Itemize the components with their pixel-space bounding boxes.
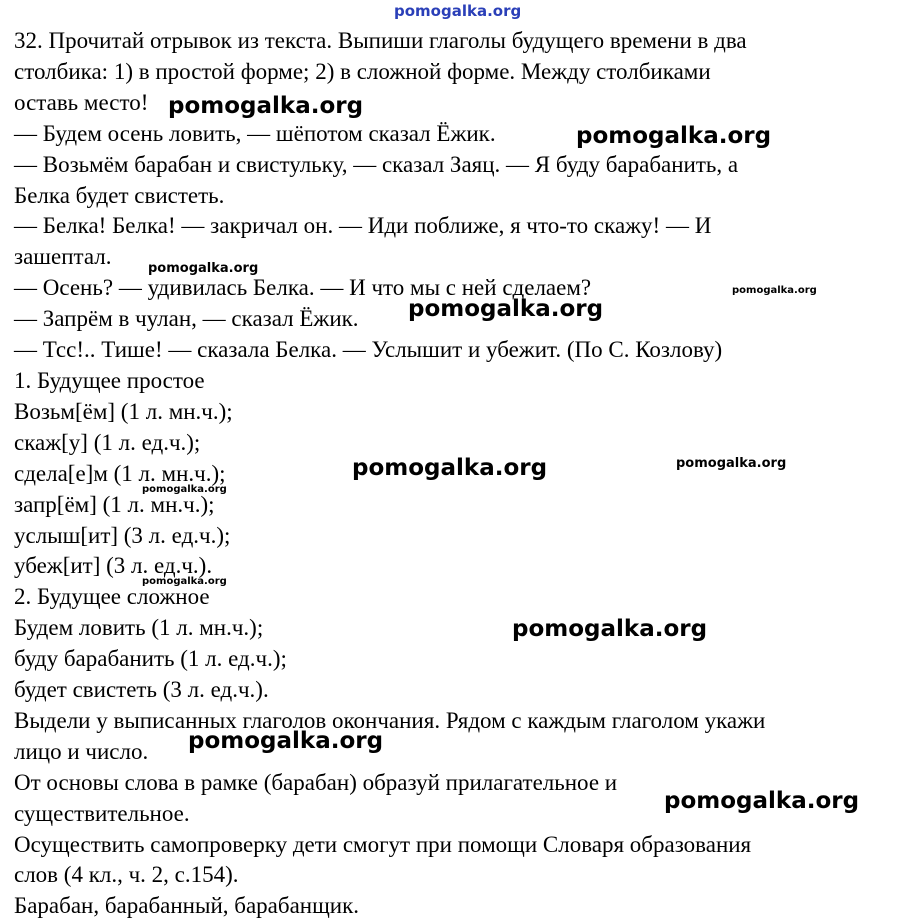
passage-line: зашептал. bbox=[14, 244, 112, 270]
task-line: столбика: 1) в простой форме; 2) в сложной форме. Между столбиками bbox=[14, 58, 711, 84]
instruction-line: От основы слова в рамке (барабан) образуй прилагательное и bbox=[14, 769, 618, 795]
instruction-line: существительное. bbox=[14, 800, 190, 826]
answer-line: скаж[у] (1 л. ед.ч.); bbox=[14, 429, 201, 455]
instruction-line: лицо и число. bbox=[14, 738, 149, 764]
watermark-text: pomogalka.org bbox=[512, 616, 708, 642]
watermark-text: pomogalka.org bbox=[142, 484, 227, 495]
answer-line: сдела[е]м (1 л. мн.ч.); bbox=[14, 460, 226, 486]
answer-line: будет свистеть (3 л. ед.ч.). bbox=[14, 677, 269, 703]
answer-line: Барабан, барабанный, барабанщик. bbox=[14, 893, 360, 919]
passage-line: — Возьмём барабан и свистульку, — сказал Заяц. — Я буду барабанить, а bbox=[14, 151, 739, 177]
task-line: оставь место! bbox=[14, 89, 149, 115]
watermark-text: pomogalka.org bbox=[676, 456, 787, 471]
header-watermark: pomogalka.org bbox=[394, 2, 522, 20]
passage-line: — Запрём в чулан, — сказал Ёжик. bbox=[14, 306, 359, 332]
section-heading-simple: 1. Будущее простое bbox=[14, 367, 205, 393]
watermark-text: pomogalka.org bbox=[352, 455, 548, 481]
section-heading-compound: 2. Будущее сложное bbox=[14, 584, 210, 610]
passage-line: — Осень? — удивилась Белка. — И что мы с ней сделаем? bbox=[14, 275, 592, 301]
passage-line: — Будем осень ловить, — шёпотом сказал Ёжик. bbox=[14, 120, 496, 146]
task-line: 32. Прочитай отрывок из текста. Выпиши глаголы будущего времени в два bbox=[14, 28, 747, 53]
answer-line: убеж[ит] (3 л. ед.ч.). bbox=[14, 553, 213, 579]
watermark-text: pomogalka.org bbox=[664, 788, 860, 814]
watermark-text: pomogalka.org bbox=[142, 576, 227, 587]
watermark-text: pomogalka.org bbox=[576, 123, 772, 149]
watermark-text: pomogalka.org bbox=[148, 261, 259, 276]
instruction-line: Осуществить самопроверку дети смогут при помощи Словаря образования bbox=[14, 831, 752, 857]
passage-line: — Тсс!.. Тише! — сказала Белка. — Услышит и убежит. (По С. Козлову) bbox=[14, 337, 723, 363]
answer-line: буду барабанить (1 л. ед.ч.); bbox=[14, 646, 287, 672]
instruction-line: Выдели у выписанных глаголов окончания. Рядом с каждым глаголом укажи bbox=[14, 707, 766, 733]
watermark-text: pomogalka.org bbox=[732, 285, 817, 296]
watermark-text: pomogalka.org bbox=[168, 93, 364, 119]
watermark-text: pomogalka.org bbox=[188, 728, 384, 754]
answer-line: услыш[ит] (3 л. ед.ч.); bbox=[14, 522, 231, 548]
answer-line: запр[ём] (1 л. мн.ч.); bbox=[14, 491, 215, 517]
watermark-text: pomogalka.org bbox=[408, 296, 604, 322]
instruction-line: слов (4 кл., ч. 2, с.154). bbox=[14, 862, 239, 888]
answer-line: Возьм[ём] (1 л. мн.ч.); bbox=[14, 398, 233, 424]
answer-line: Будем ловить (1 л. мн.ч.); bbox=[14, 615, 264, 641]
passage-line: Белка будет свистеть. bbox=[14, 182, 225, 208]
passage-line: — Белка! Белка! — закричал он. — Иди поближе, я что-то скажу! — И bbox=[14, 213, 712, 239]
